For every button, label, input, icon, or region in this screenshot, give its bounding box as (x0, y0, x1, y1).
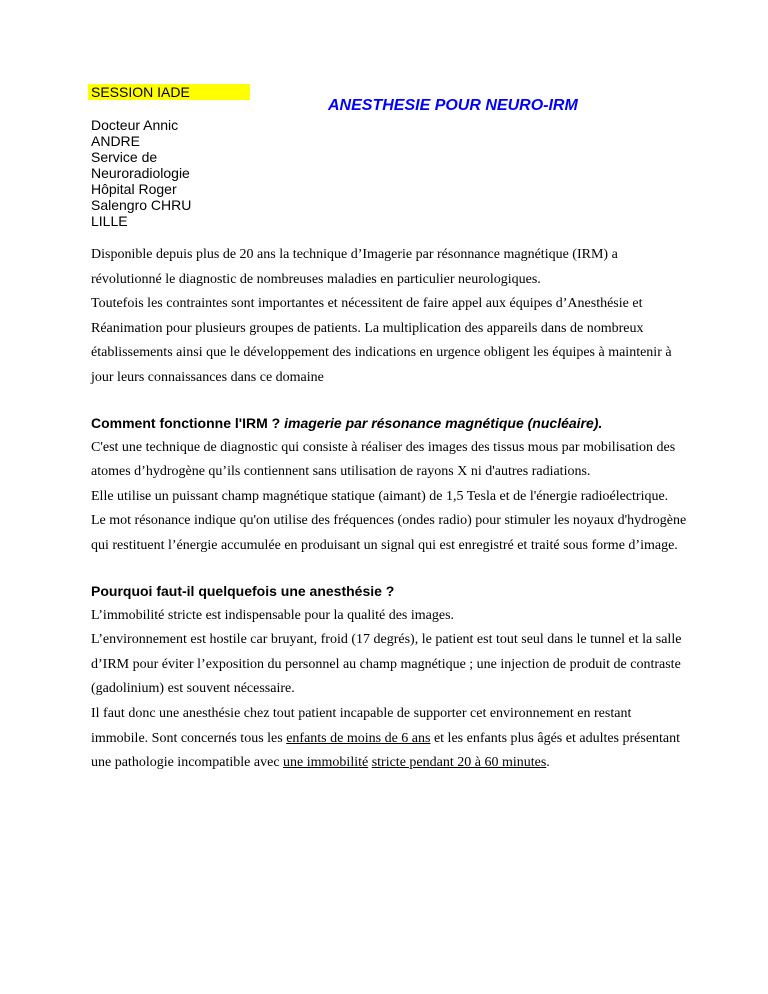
section-heading-irm (91, 413, 691, 433)
text-run: et les enfants plus âgés et adultes présentant une pathologie incompatible avec (91, 730, 681, 771)
underlined-text: enfants de moins de 6 ans (286, 730, 431, 746)
author-line: Neuroradiologie (91, 165, 190, 181)
author-line: LILLE (91, 213, 128, 229)
author-line: Salengro CHRU (91, 197, 192, 213)
author-line: Hôpital Roger (91, 181, 177, 197)
text-run: . (546, 755, 550, 771)
section-heading-anesthesie: Pourquoi faut-il quelquefois une anesthésie ? (91, 582, 395, 599)
section-paragraph: Elle utilise un puissant champ magnétique statique (aimant) de 1,5 Tesla et de l'énergie radioélectrique. (91, 488, 669, 504)
section-paragraph: L’environnement est hostile car bruyant, froid (17 degrés), le patient est tout seul dans le tunnel et la salle d’IRM pour éviter l’exposition du personnel au champ magnétique ; une injection de produit de contraste (gadolinium) est souvent nécessaire. (91, 632, 682, 697)
author-line: Docteur Annic (91, 117, 179, 133)
intro-paragraph: Toutefois les contraintes sont importantes et nécessitent de faire appel aux équipes d’Anesthésie et Réanimation pour plusieurs groupes de patients. La multiplication des appareils dans de nombreux établissements ainsi que le développement des indications en urgence obligent les équipes à maintenir à jour leurs connaissances dans ce domaine (91, 296, 672, 385)
author-block (91, 117, 191, 229)
document-body (91, 243, 691, 776)
underlined-text: stricte pendant 20 à 60 minutes (371, 755, 547, 771)
heading-text: Comment fonctionne l'IRM ? (91, 414, 285, 431)
document-title: ANESTHESIE POUR NEURO-IRM (328, 97, 578, 114)
section-paragraph: L’immobilité stricte est indispensable pour la qualité des images. (91, 607, 455, 623)
author-line: Service de (91, 149, 158, 165)
section-paragraph: Le mot résonance indique qu'on utilise des fréquences (ondes radio) pour stimuler les noyaux d'hydrogène qui restituent l’énergie accumulée en produisant un signal qui est enregistré et traité sous forme d’image. (91, 513, 687, 553)
underlined-text: une immobilité (283, 755, 369, 771)
heading-italic-text: imagerie par résonance magnétique (nucléaire). (284, 414, 603, 431)
intro-paragraph: Disponible depuis plus de 20 ans la technique d’Imagerie par résonnance magnétique (IRM) a révolutionné le diagnostic de nombreuses maladies en particulier neurologiques. (91, 247, 618, 287)
text-run: Il faut donc une anesthésie chez tout patient incapable de supporter cet environnement en restant immobile. Sont concernés tous les (91, 705, 632, 746)
section-paragraph: C'est une technique de diagnostic qui consiste à réaliser des images des tissus mous par mobilisation des atomes d’hydrogène qu’ils contiennent sans utilisation de rayons X ni d'autres radiations. (91, 439, 676, 480)
author-line: ANDRE (91, 133, 141, 149)
session-label: SESSION IADE (88, 84, 250, 100)
section-paragraph (91, 702, 691, 776)
